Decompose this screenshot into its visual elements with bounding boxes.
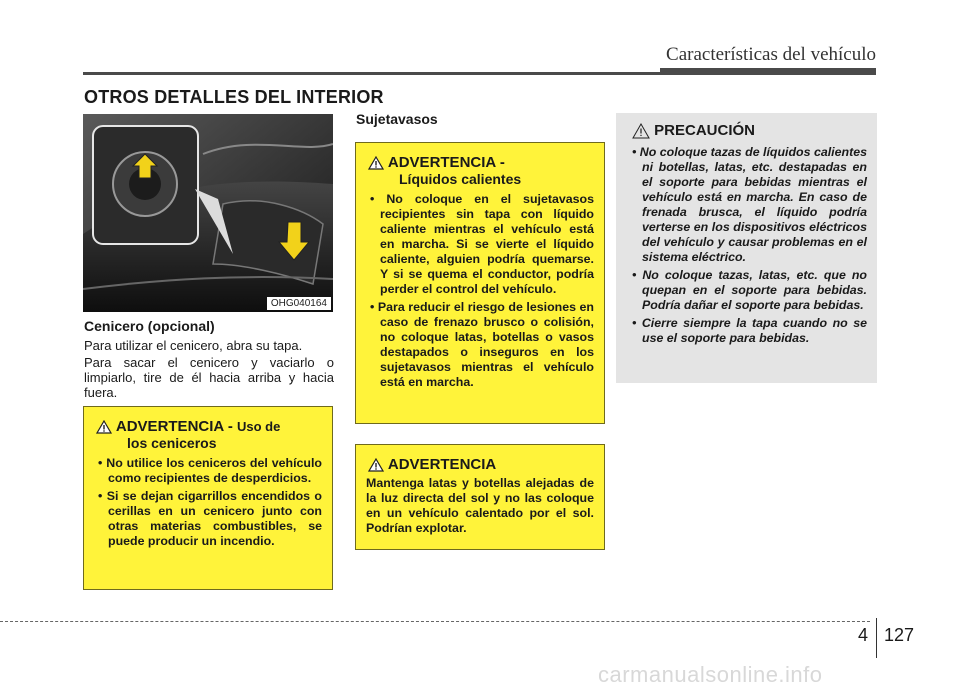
ashtray-para-2: Para sacar el cenicero y vaciarlo o limpiarlo, tire de él hacia arriba y hacia fuera. (84, 355, 334, 400)
warning-hot-box (355, 142, 605, 424)
page-number: 127 (884, 625, 915, 645)
running-header: Características del vehículo (666, 44, 876, 65)
watermark: carmanualsonline.info (598, 662, 823, 687)
warning-hot-list (366, 192, 594, 390)
caution-list (628, 145, 867, 346)
list-item: • No coloque en el sujetavasos recipientes sin tapa con líquido caliente mientras el vehículo está en marcha. Si se vierte el líquido caliente, alguien podría quemarse. Y si se quema el conductor, podría perder el control del vehículo. (366, 192, 594, 297)
warning-sun-box (355, 444, 605, 550)
warning-triangle-icon (368, 156, 384, 170)
warning-ashtray-list (94, 456, 322, 549)
chapter-number: 4 (858, 625, 869, 645)
list-item: • Para reducir el riesgo de lesiones en caso de frenazo brusco o colisión, no coloque latas, botellas o vasos destapados o inseguros en los sujetavasos mientras el vehículo está en marcha. (366, 300, 594, 390)
warning-sun-text: Mantenga latas y botellas alejadas de la luz directa del sol y no las coloque en un vehículo calentado por el sol. Podrían explotar. (366, 476, 594, 535)
caution-triangle-icon (632, 123, 650, 139)
warning-ashtray-box (83, 406, 333, 590)
photo-code: OHG040164 (267, 297, 331, 310)
ashtray-photo (83, 114, 333, 312)
ashtray-heading: Cenicero (opcional) (84, 318, 215, 334)
warning-hot-title (368, 154, 594, 171)
list-item: • No utilice los ceniceros del vehículo como recipientes de desperdicios. (94, 456, 322, 486)
warning-triangle-icon (96, 420, 112, 434)
warning-sun-title (368, 456, 594, 473)
caution-title (628, 123, 867, 139)
warning-hot-title-main: ADVERTENCIA - (387, 154, 505, 171)
warning-ashtray-title (96, 418, 322, 435)
list-item: • Si se dejan cigarrillos encendidos o cerillas en un cenicero junto con otras materias combustibles, se puede producir un incendio. (94, 489, 322, 549)
warning-ashtray-title-rest: Uso de (237, 419, 281, 434)
cupholder-heading: Sujetavasos (356, 111, 438, 127)
footer-divider (876, 618, 877, 658)
header-rule-accent (660, 68, 876, 74)
warning-sun-title-text: ADVERTENCIA (387, 456, 497, 473)
caution-title-text: PRECAUCIÓN (654, 122, 756, 139)
ashtray-illustration (83, 114, 333, 312)
warning-triangle-icon (368, 458, 384, 472)
list-item: • Cierre siempre la tapa cuando no se use el soporte para bebidas. (628, 316, 867, 346)
list-item: • No coloque tazas de líquidos calientes ni botellas, latas, etc. destapadas en el soporte para bebidas mientras el vehículo está en marcha. En caso de frenada brusca, el líquido podría verterse en los dispositivos eléctricos del vehículo y causar problemas en el sistema eléctrico. (628, 145, 867, 265)
warning-ashtray-title-main: ADVERTENCIA - (115, 418, 238, 435)
warning-hot-title-line2: Líquidos calientes (399, 171, 522, 187)
ashtray-para-1: Para utilizar el cenicero, abra su tapa. (84, 338, 303, 353)
section-title: OTROS DETALLES DEL INTERIOR (84, 87, 384, 107)
footer-rule (0, 621, 870, 622)
caution-box (616, 113, 877, 383)
list-item: • No coloque tazas, latas, etc. que no quepan en el soporte para bebidas. Podría dañar el soporte para bebidas. (628, 268, 867, 313)
warning-ashtray-title-line2: los ceniceros (127, 435, 217, 451)
